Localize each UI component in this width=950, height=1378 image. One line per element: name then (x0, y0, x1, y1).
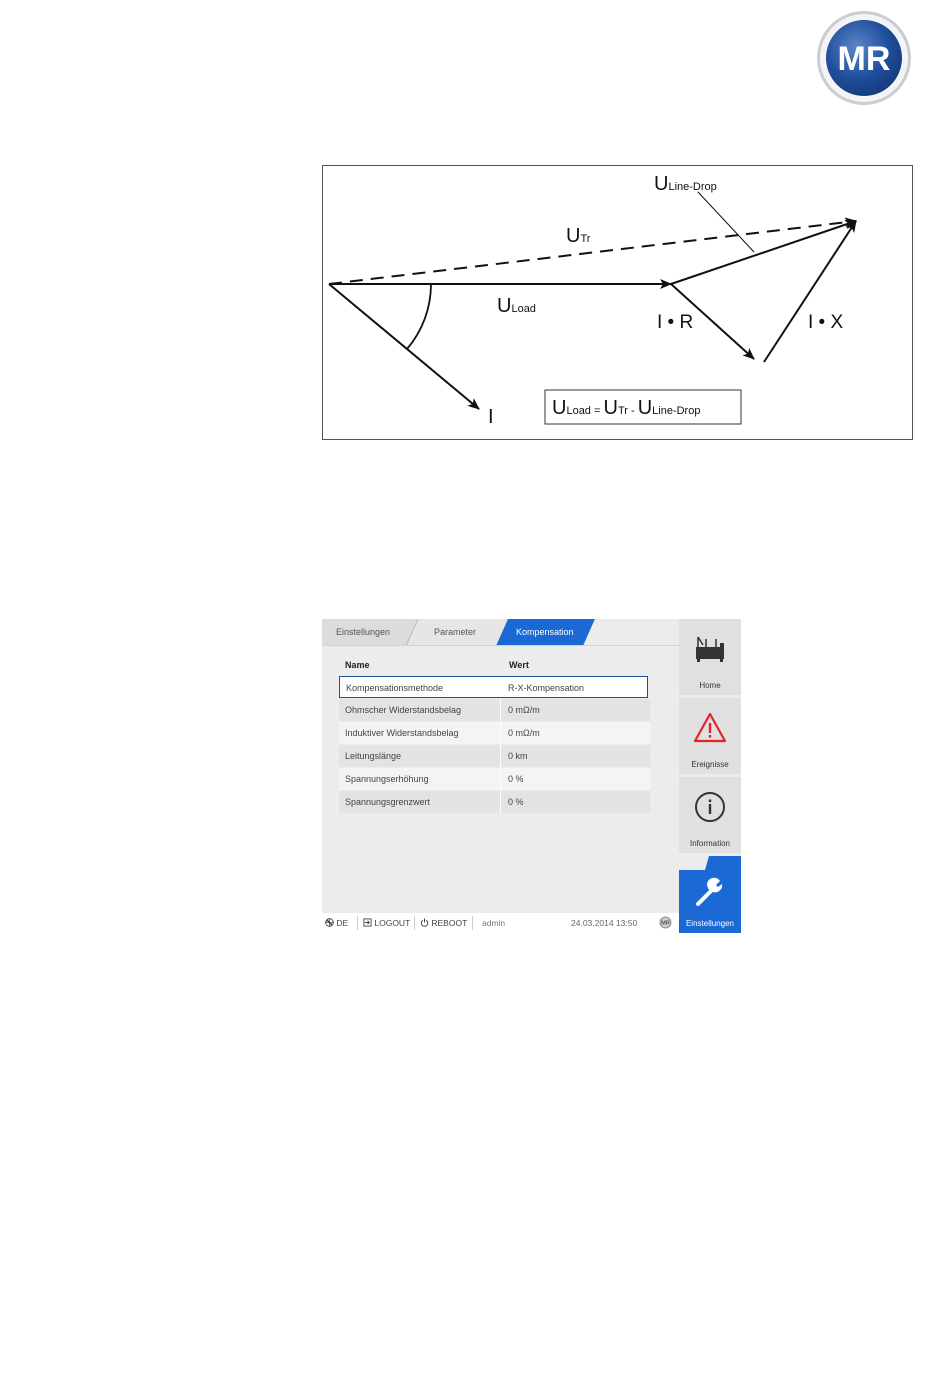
nav-information-label: Information (689, 839, 731, 848)
svg-text:MR: MR (661, 920, 670, 927)
table-row[interactable] (339, 745, 650, 767)
side-navigation (679, 619, 741, 933)
table-header (339, 656, 650, 676)
u-tr-vector (329, 221, 856, 284)
row-value: 0 % (508, 774, 524, 784)
logo-text: MR (837, 40, 891, 78)
row-name: Kompensationsmethode (346, 683, 444, 693)
ix-vector (764, 221, 856, 362)
line-drop-leader (698, 192, 754, 252)
row-value: R-X-Kompensation (508, 683, 585, 693)
current-user: admin (482, 918, 506, 928)
wrench-icon (694, 876, 726, 908)
logout-icon (363, 918, 372, 927)
label-ix: I • X (808, 312, 844, 333)
parameter-table (339, 656, 650, 814)
row-name: Spannungsgrenzwert (345, 797, 431, 807)
label-i: I (488, 406, 494, 428)
table-row[interactable] (339, 768, 650, 790)
label-u-tr: UTr (566, 225, 591, 247)
power-icon (420, 918, 429, 927)
label-ir: I • R (657, 312, 694, 333)
column-header-value: Wert (509, 660, 529, 670)
mr-logo (816, 10, 912, 106)
tab-parameter[interactable]: Parameter (434, 627, 477, 637)
row-value: 0 mΩ/m (508, 728, 540, 738)
date-time: 24.03.2014 13:50 (571, 918, 638, 928)
current-vector (329, 284, 479, 409)
device-badge (659, 916, 672, 931)
row-value: 0 mΩ/m (508, 705, 540, 715)
table-row[interactable] (339, 791, 650, 813)
formula-text: ULoad = UTr - ULine-Drop (552, 397, 701, 419)
status-bar (322, 913, 679, 933)
table-row[interactable] (339, 699, 650, 721)
table-row[interactable] (339, 676, 648, 698)
nav-information-button[interactable] (679, 777, 741, 853)
label-u-load: ULoad (497, 295, 536, 317)
language-button[interactable] (325, 918, 348, 928)
tab-kompensation[interactable]: Kompensation (516, 627, 574, 637)
row-value: 0 km (508, 751, 528, 761)
table-row[interactable] (339, 722, 650, 744)
globe-icon (325, 918, 334, 927)
logout-button[interactable] (363, 918, 410, 928)
nav-settings-button[interactable] (679, 856, 741, 933)
reboot-label: REBOOT (431, 918, 468, 928)
info-icon (694, 791, 726, 823)
reboot-button[interactable] (420, 918, 467, 928)
phasor-diagram (322, 165, 913, 440)
row-name: Ohmscher Widerstandsbelag (345, 705, 462, 715)
row-name: Induktiver Widerstandsbelag (345, 728, 459, 738)
tab-einstellungen[interactable]: Einstellungen (336, 627, 391, 637)
nav-home-button[interactable] (679, 619, 741, 695)
mr-badge-icon (659, 916, 672, 929)
row-name: Leitungslänge (345, 751, 402, 761)
transformer-icon (694, 633, 726, 665)
nav-events-label: Ereignisse (691, 760, 729, 769)
breadcrumb (322, 619, 679, 646)
nav-home-label: Home (699, 681, 721, 690)
nav-events-button[interactable] (679, 698, 741, 774)
label-u-line-drop: ULine-Drop (654, 173, 717, 195)
logout-label: LOGOUT (374, 918, 411, 928)
nav-settings-label: Einstellungen (685, 919, 735, 928)
u-line-drop-vector (671, 221, 856, 284)
row-value: 0 % (508, 797, 524, 807)
phase-angle-arc (407, 284, 431, 349)
language-label: DE (336, 918, 349, 928)
column-header-name: Name (345, 660, 370, 670)
row-name: Spannungserhöhung (345, 774, 429, 784)
device-screen (322, 619, 741, 933)
warning-icon (694, 712, 726, 744)
